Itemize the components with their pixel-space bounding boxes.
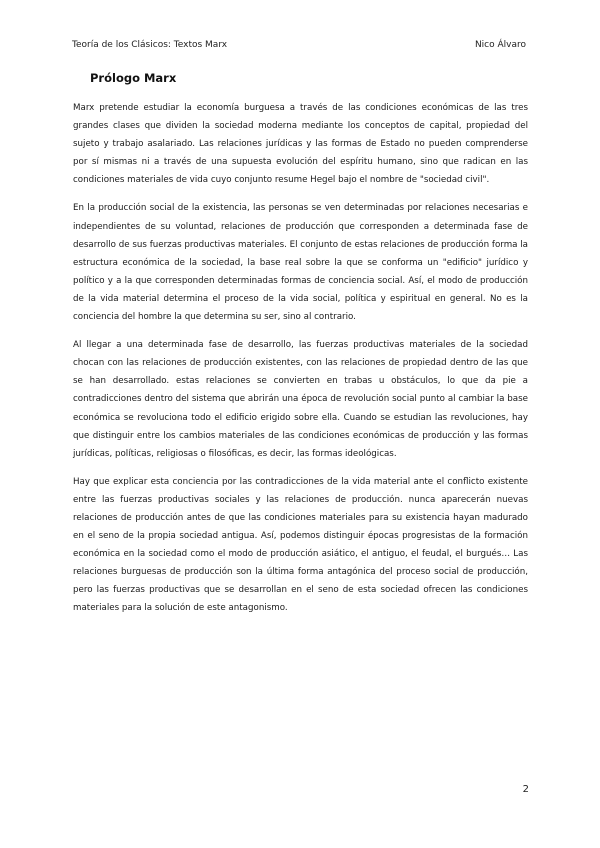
header-author: Nico Álvaro [474,40,526,50]
paragraph: Hay que explicar esta conciencia por las contradicciones de la vida material ante el conflicto existente entre las fuerzas productivas sociales y las relaciones de producción. nunca aparecerán nuevas relaciones de producción antes de que las condiciones materiales para su existencia hayan madurado en el seno de la propia sociedad antigua. Así, podemos distinguir épocas progresistas de la formación económica en la sociedad como el modo de producción asiático, el antiguo, el feudal, el burgués… Las relaciones burguesas de producción son la última forma antagónica del proceso social de producción, pero las fuerzas productivas que se desarrollan en el seno de esta sociedad ofrecen las condiciones materiales para la solución de este antagonismo. [73,476,528,614]
body-text [73,99,528,628]
paragraph: Marx pretende estudiar la economía burguesa a través de las condiciones económicas de las tres grandes clases que dividen la sociedad moderna mediante los conceptos de capital, propiedad del sujeto y trabajo asalariado. Las relaciones jurídicas y las formas de Estado no pueden comprenderse por sí mismas ni a través de una supuesta evolución del espíritu humano, sino que radican en las condiciones materiales de vida cuyo conjunto resume Hegel bajo el nombre de "sociedad civil". [73,103,528,186]
section-title: Prólogo Marx [90,71,177,85]
paragraph: Al llegar a una determinada fase de desarrollo, las fuerzas productivas materiales de la sociedad chocan con las relaciones de producción existentes, con las relaciones de propiedad dentro de las que se han desarrollado. estas relaciones se convierten en trabas u obstáculos, lo que da pie a contradicciones dentro del sistema que abrirán una época de revolución social punto al cambiar la base económica se revoluciona todo el edificio erigido sobre ella. Cuando se estudian las revoluciones, hay que distinguir entre los cambios materiales de las condiciones económicas de producción y las formas jurídicas, políticas, religiosas o filosóficas, es decir, las formas ideológicas. [73,340,528,459]
paragraph: En la producción social de la existencia, las personas se ven determinadas por relaciones necesarias e independientes de su voluntad, relaciones de producción que corresponden a determinada fase de desarrollo de sus fuerzas productivas materiales. El conjunto de estas relaciones de producción forma la estructura económica de la sociedad, la base real sobre la que se conforma un "edificio" jurídico y político y a la que corresponden determinadas formas de conciencia social. Así, el modo de producción de la vida material determina el proceso de la vida social, política y espiritual en general. No es la conciencia del hombre la que determina su ser, sino al contrario. [73,203,528,323]
header-document-title: Teoría de los Clásicos: Textos Marx [72,40,228,50]
page-header [72,38,526,52]
page-number: 2 [522,784,529,795]
